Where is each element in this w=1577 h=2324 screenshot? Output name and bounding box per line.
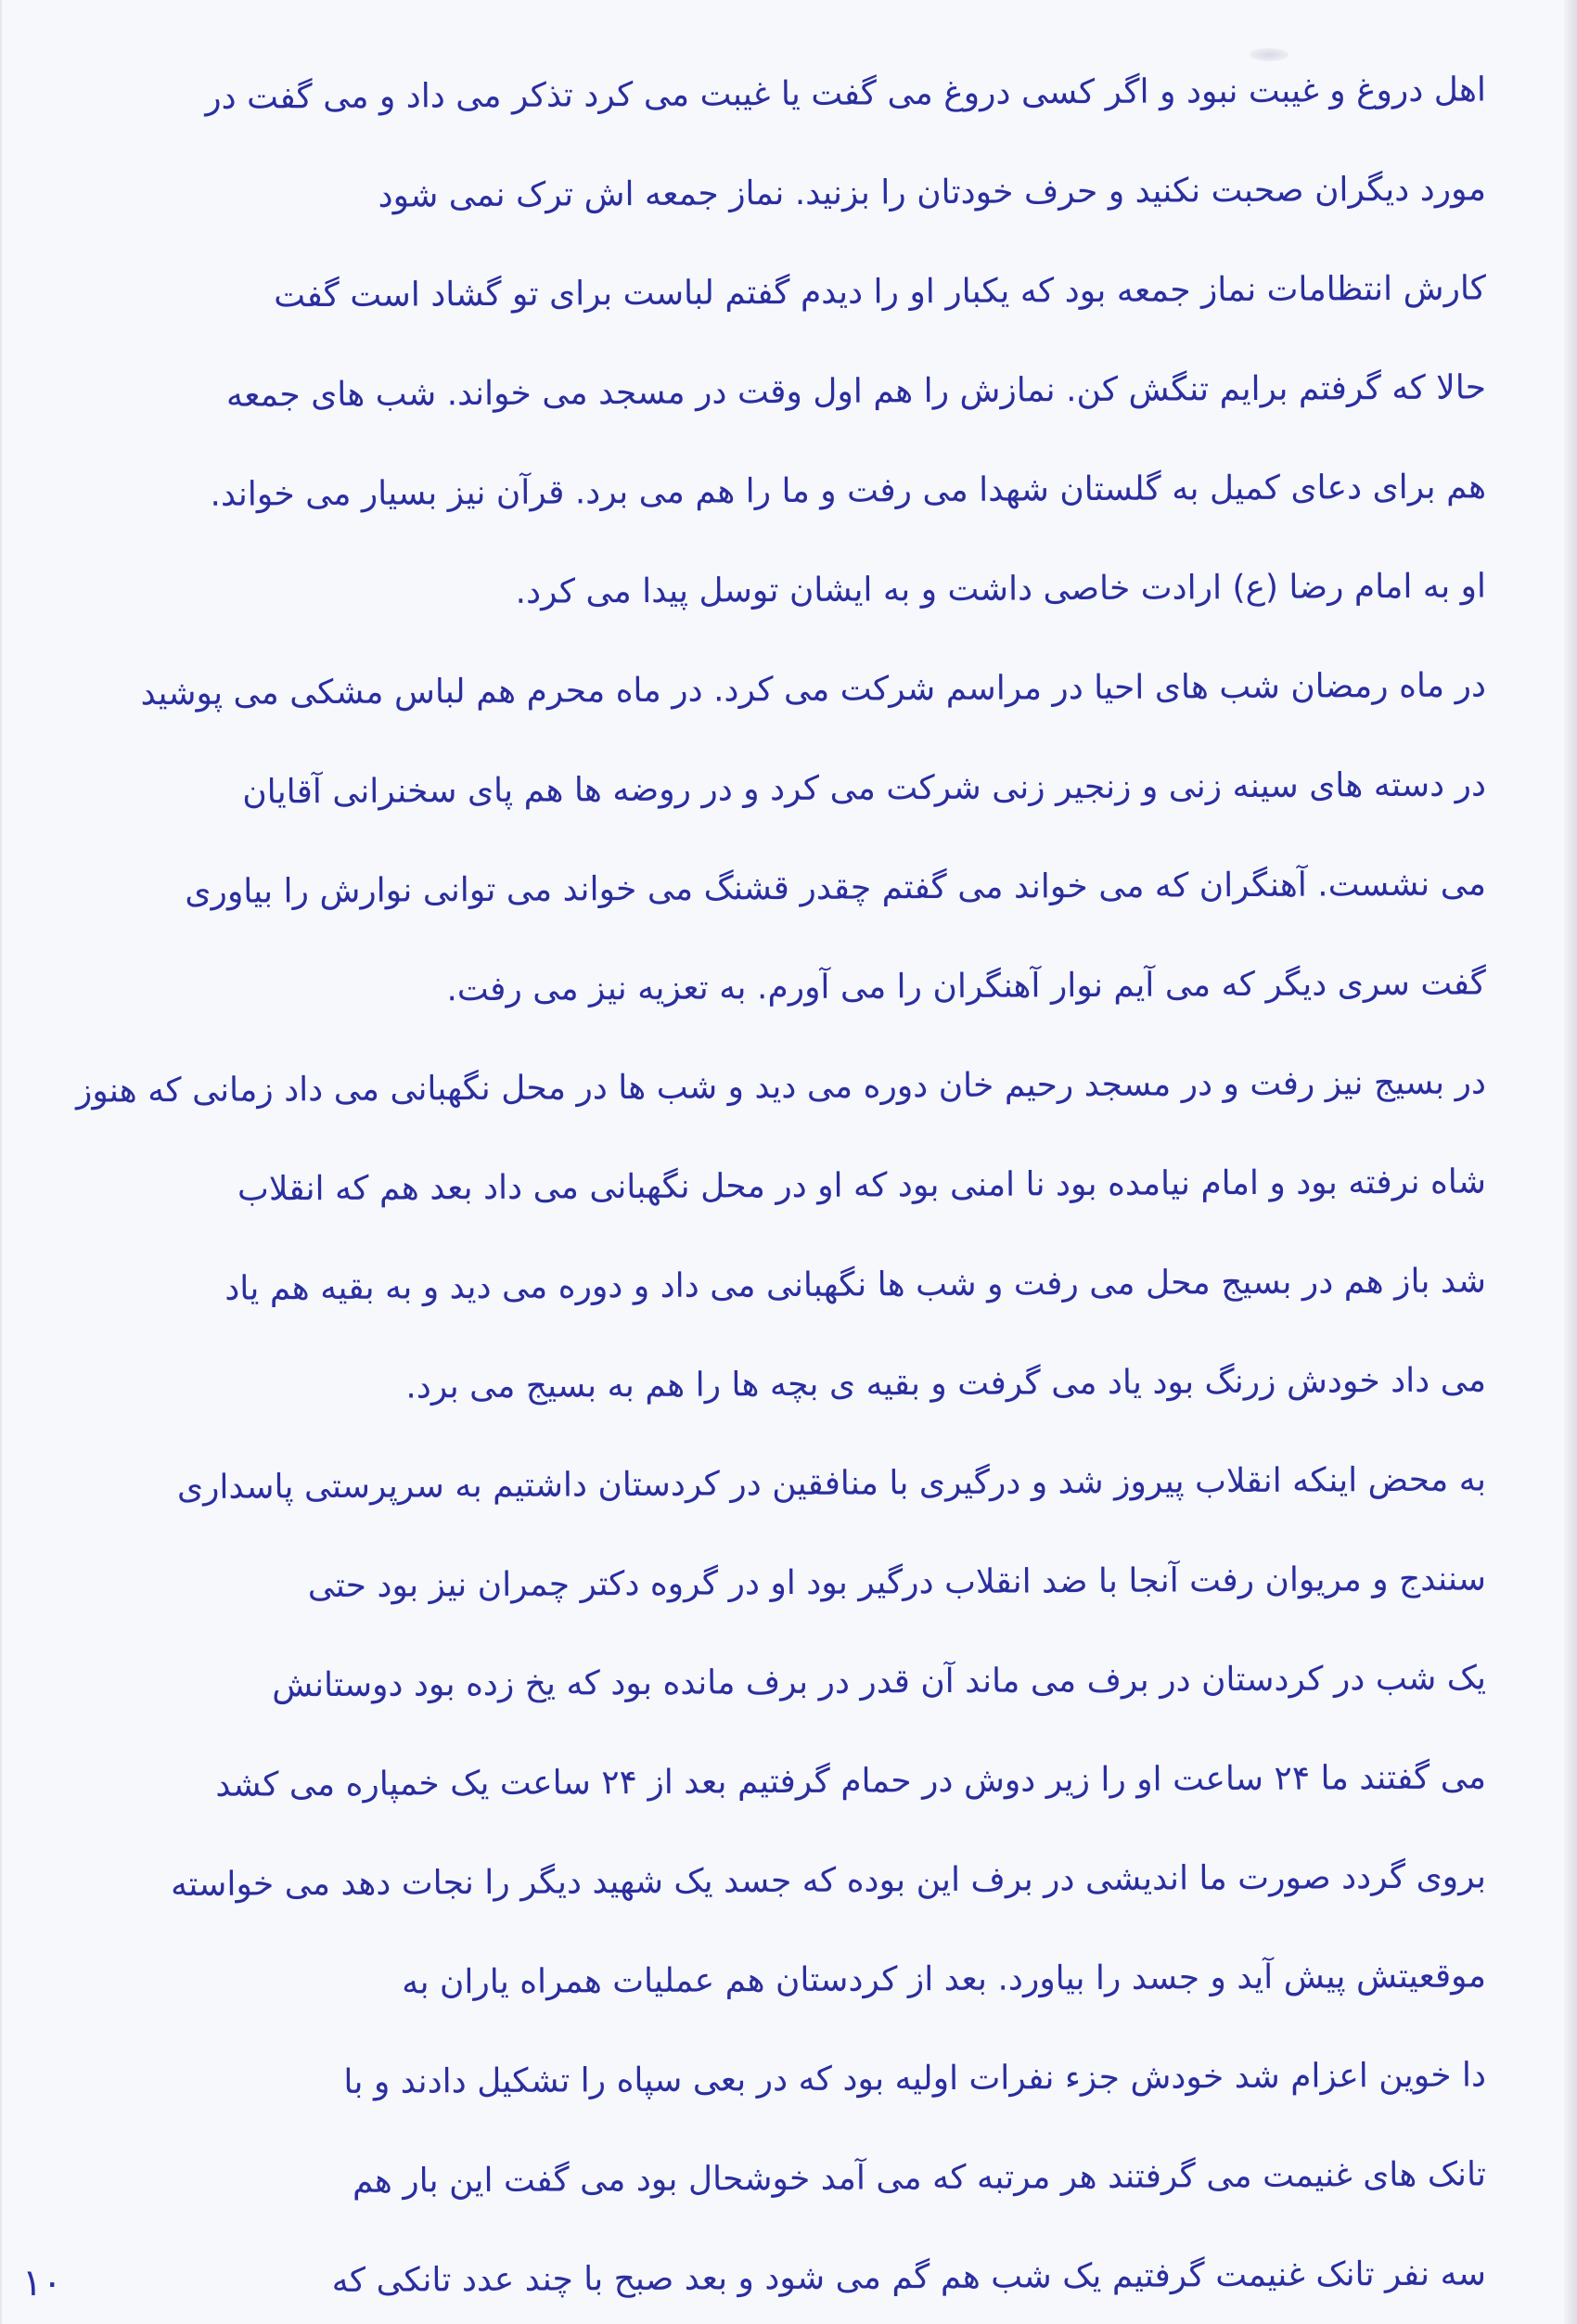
text-line: در بسیج نیز رفت و در مسجد رحیم خان دوره می دید و شب ها در محل نگهبانی می داد زمانی که هنوز	[75, 1063, 1487, 1111]
scan-edge	[1564, 0, 1577, 2324]
text-line: در ماه رمضان شب های احیا در مراسم شرکت می کرد. در ماه محرم هم لباس مشکی می پوشید	[140, 666, 1487, 713]
text-line: بروی گردد صورت ما اندیشی در برف این بوده که جسد یک شهید دیگر را نجات دهد می خواسته	[170, 1857, 1487, 1905]
handwritten-text-block	[75, 45, 1487, 2324]
text-line: شاه نرفته بود و امام نیامده بود نا امنی بود که او در محل نگهبانی می داد بعد هم که انقلاب	[237, 1162, 1487, 1209]
text-line: شد باز هم در بسیج محل می رفت و شب ها نگهبانی می داد و دوره می دید و به بقیه هم یاد	[224, 1262, 1487, 1308]
text-line: می گفتند ما ۲۴ ساعت او را زیر دوش در حمام گرفتیم بعد از ۲۴ ساعت یک خمپاره می کشد	[215, 1758, 1487, 1804]
text-line: می داد خودش زرنگ بود یاد می گرفت و بقیه ی بچه ها را هم به بسیج می برد.	[405, 1361, 1487, 1406]
text-line: تانک های غنیمت می گرفتند هر مرتبه که می آمد خوشحال بود می گفت این بار هم	[352, 2155, 1487, 2201]
text-line: موقعیتش پیش آید و جسد را بیاورد. بعد از کردستان هم عملیات همراه یاران به	[402, 1957, 1487, 2002]
page-number: ۱۰	[22, 2262, 62, 2305]
text-line: گفت سری دیگر که می آیم نوار آهنگران را می آورم. به تعزیه نیز می رفت.	[446, 964, 1487, 1009]
text-line: در دسته های سینه زنی و زنجیر زنی شرکت می کرد و در روضه ها هم پای سخنرانی آقایان	[242, 765, 1487, 812]
text-line: به محض اینکه انقلاب پیروز شد و درگیری با منافقین در کردستان داشتیم به سرپرستی پاسداری	[176, 1460, 1487, 1508]
text-line: دا خوین اعزام شد خودش جزء نفرات اولیه بود که در بعی سپاه را تشکیل دادند و با	[343, 2056, 1487, 2101]
text-line: هم برای دعای کمیل به گلستان شهدا می رفت و ما را هم می برد. قرآن نیز بسیار می خواند.	[210, 468, 1487, 514]
text-line: او به امام رضا (ع) ارادت خاصی داشت و به ایشان توسل پیدا می کرد.	[515, 567, 1487, 611]
text-line: حالا که گرفتم برایم تنگش کن. نمازش را هم اول وقت در مسجد می خواند. شب های جمعه	[225, 368, 1487, 415]
text-line: کارش انتظامات نماز جمعه بود که یکبار او را دیدم گفتم لباست برای تو گشاد است گفت	[274, 269, 1487, 315]
text-line: می نشست. آهنگران که می خواند می گفتم چقدر قشنگ می خواند می توانی نوارش را بیاوری	[185, 865, 1487, 911]
text-line: مورد دیگران صحبت نکنید و حرف خودتان را بزنید. نماز جمعه اش ترک نمی شود	[378, 170, 1487, 215]
text-line: یک شب در کردستان در برف می ماند آن قدر در برف مانده بود که یخ زده بود دوستانش	[272, 1659, 1487, 1705]
text-line: اهل دروغ و غیبت نبود و اگر کسی دروغ می گفت یا غیبت می کرد تذکر می داد و می گفت در	[205, 71, 1487, 117]
text-line: سه نفر تانک غنیمت گرفتیم یک شب هم گم می شود و بعد صبح با چند عدد تانکی که	[331, 2254, 1487, 2301]
text-line: سنندج و مریوان رفت آنجا با ضد انقلاب درگیر بود او در گروه دکتر چمران نیز بود حتی	[307, 1560, 1487, 1606]
